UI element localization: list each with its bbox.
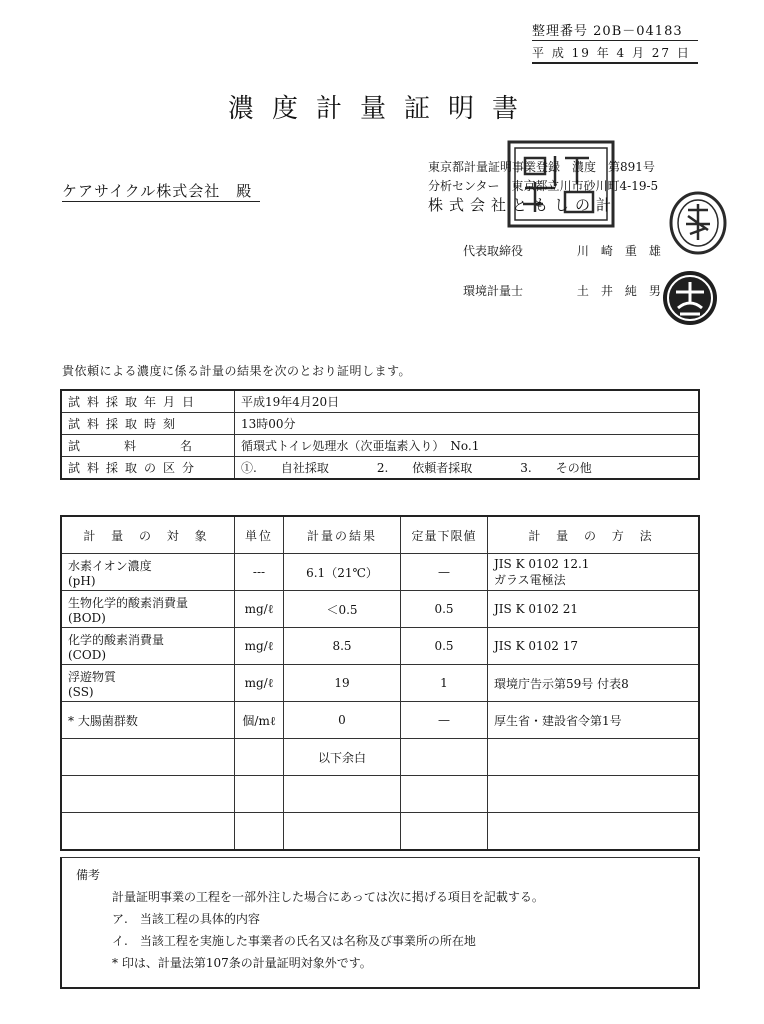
remarks-heading: 備考	[76, 868, 101, 882]
blank-cell	[284, 776, 401, 813]
limit-cell: 0.5	[401, 591, 488, 628]
issuer-address: 分析センター 東京都立川市砂川町4-19-5	[428, 179, 659, 193]
sample-date-value: 平成19年4月20日	[235, 390, 700, 413]
limit-cell: —	[401, 702, 488, 739]
sample-name-value: 循環式トイレ処理水（次亜塩素入り） No.1	[235, 435, 700, 457]
target-cell	[61, 628, 235, 665]
unit-cell: mg/ℓ	[235, 628, 284, 665]
issuer-company: 株式会社ともしの計	[428, 196, 618, 214]
blank-note: 以下余白	[284, 739, 401, 776]
table-row	[61, 390, 699, 413]
unit-cell: 個/mℓ	[235, 702, 284, 739]
method-name: JIS K 0102 12.1	[494, 556, 590, 571]
remarks-line: * 印は、計量法第107条の計量証明対象外です。	[112, 956, 372, 970]
target-cell	[61, 665, 235, 702]
result-cell: 6.1（21℃）	[284, 554, 401, 591]
control-block	[532, 20, 698, 64]
table-row	[61, 813, 699, 851]
sample-info-table	[60, 389, 700, 480]
result-cell: 19	[284, 665, 401, 702]
sample-date-label: 試料採取年月日	[61, 390, 235, 413]
engineer-line	[463, 282, 661, 299]
registration-line: 東京都計量証明事業登録 濃度 第891号	[428, 160, 655, 174]
target-name: 水素イオン濃度	[68, 558, 152, 573]
blank-cell	[235, 776, 284, 813]
remarks-line: 計量証明事業の工程を一部外注した場合にあっては次に掲げる項目を記載する。	[112, 890, 544, 904]
engineer-name: 土 井 純 男	[576, 284, 661, 298]
remarks-line: ア. 当該工程の具体的内容	[112, 912, 260, 926]
unit-cell: mg/ℓ	[235, 591, 284, 628]
certification-statement: 貴依頼による濃度に係る計量の結果を次のとおり証明します。	[62, 364, 412, 378]
unit-cell: ---	[235, 554, 284, 591]
method-detail: ガラス電極法	[494, 572, 566, 587]
method-cell	[488, 554, 700, 591]
engineer-seal-icon	[660, 268, 720, 328]
table-row	[61, 665, 699, 702]
limit-cell: 0.5	[401, 628, 488, 665]
target-abbr: (COD)	[68, 647, 107, 662]
header-limit: 定量下限値	[401, 516, 488, 554]
table-row	[61, 628, 699, 665]
result-cell: 8.5	[284, 628, 401, 665]
engineer-title: 環境計量士	[463, 284, 524, 298]
control-number-line	[532, 20, 698, 41]
unit-cell: mg/ℓ	[235, 665, 284, 702]
target-name: 浮遊物質	[68, 669, 117, 684]
table-header-row	[61, 516, 699, 554]
result-cell: 0	[284, 702, 401, 739]
company-seal-icon	[668, 190, 728, 256]
header-method: 計 量 の 方 法	[488, 516, 700, 554]
header-unit: 単位	[235, 516, 284, 554]
blank-cell	[488, 776, 700, 813]
remarks-box	[60, 857, 700, 989]
target-name: 化学的酸素消費量	[68, 632, 165, 647]
target-abbr: (BOD)	[68, 610, 106, 625]
target-cell	[61, 554, 235, 591]
table-row	[61, 554, 699, 591]
representative-line	[463, 242, 661, 259]
table-row	[61, 702, 699, 739]
table-row	[61, 591, 699, 628]
result-cell: ＜0.5	[284, 591, 401, 628]
sample-time-value: 13時00分	[235, 413, 700, 435]
issue-date: 平 成 19 年 4 月 27 日	[532, 41, 698, 64]
target-cell	[61, 591, 235, 628]
issuer-block	[428, 158, 658, 215]
blank-cell	[401, 813, 488, 851]
sample-category-label: 試料採取の区分	[61, 457, 235, 480]
document-title: 濃度計量証明書	[228, 94, 537, 124]
blank-cell	[235, 739, 284, 776]
table-row	[61, 413, 699, 435]
results-table	[60, 515, 700, 851]
table-row	[61, 457, 699, 480]
blank-cell	[401, 739, 488, 776]
target-abbr: (pH)	[68, 573, 96, 588]
remarks-line: イ. 当該工程を実施した事業者の氏名又は名称及び事業所の所在地	[112, 934, 476, 948]
method-cell: 厚生省・建設省令第1号	[488, 702, 700, 739]
blank-cell	[284, 813, 401, 851]
blank-cell	[235, 813, 284, 851]
blank-cell	[401, 776, 488, 813]
limit-cell: —	[401, 554, 488, 591]
limit-cell: 1	[401, 665, 488, 702]
table-row	[61, 435, 699, 457]
header-target: 計 量 の 対 象	[61, 516, 235, 554]
table-row	[61, 776, 699, 813]
blank-cell	[61, 813, 235, 851]
addressee: ケアサイクル株式会社 殿	[62, 180, 260, 202]
sample-category-value: ①. 自社採取 2. 依頼者採取 3. その他	[235, 457, 700, 480]
method-cell: 環境庁告示第59号 付表8	[488, 665, 700, 702]
target-cell: * 大腸菌群数	[61, 702, 235, 739]
blank-cell	[488, 739, 700, 776]
blank-cell	[61, 776, 235, 813]
method-cell: JIS K 0102 21	[488, 591, 700, 628]
representative-title: 代表取締役	[463, 244, 524, 258]
representative-name: 川 崎 重 雄	[576, 244, 661, 258]
target-name: 生物化学的酸素消費量	[68, 595, 189, 610]
table-row	[61, 739, 699, 776]
blank-cell	[61, 739, 235, 776]
sample-name-label: 試 料 名	[61, 435, 235, 457]
sample-time-label: 試料採取時刻	[61, 413, 235, 435]
header-result: 計量の結果	[284, 516, 401, 554]
blank-cell	[488, 813, 700, 851]
control-number-label: 整理番号	[532, 24, 589, 39]
target-abbr: (SS)	[68, 684, 94, 699]
method-cell: JIS K 0102 17	[488, 628, 700, 665]
control-number: 20B－04183	[593, 24, 683, 39]
